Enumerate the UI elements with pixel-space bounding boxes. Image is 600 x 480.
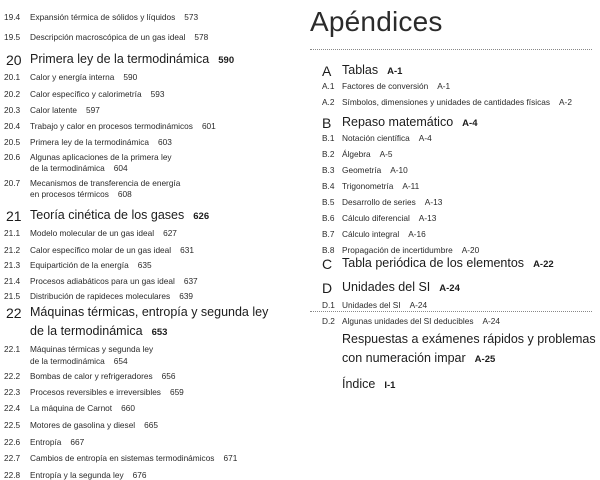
- entry-page-number: A-5: [379, 149, 393, 159]
- entry-page-number: A-10: [390, 165, 408, 175]
- entry-number: 22.8: [4, 470, 21, 480]
- entry-number: B: [322, 115, 332, 131]
- entry-page-number: 653: [151, 327, 168, 338]
- entry-page-number: A-4: [418, 133, 432, 143]
- entry-number: 19.5: [4, 32, 21, 42]
- entry-title: Máquinas térmicas, entropía y segunda ley: [30, 305, 269, 319]
- entry-number: 20.4: [4, 121, 21, 131]
- entry-title: Índice: [342, 377, 376, 391]
- entry-title: Equipartición de la energía: [30, 260, 129, 270]
- entry-number: B.2: [322, 149, 335, 159]
- entry-title: Repaso matemático: [342, 115, 454, 129]
- entry-page-number: A-25: [474, 354, 496, 365]
- entry-page-number: 627: [163, 228, 177, 238]
- entry-page-number: 573: [184, 12, 199, 22]
- entry-title: Álgebra: [342, 149, 371, 159]
- entry-title: Algunas aplicaciones de la primera ley: [30, 152, 172, 162]
- entry-number: B.4: [322, 181, 335, 191]
- entry-page-number: A-20: [461, 245, 480, 255]
- entry-title: Factores de conversión: [342, 81, 429, 91]
- entry-number: 22.5: [4, 420, 21, 430]
- appendices-title: Apéndices: [310, 6, 443, 37]
- entry-title: de la termodinámica: [30, 163, 105, 173]
- entry-number: B.7: [322, 229, 335, 239]
- entry-title: La máquina de Carnot: [30, 403, 113, 413]
- entry-page-number: 604: [113, 163, 128, 173]
- entry-page-number: 608: [117, 189, 132, 199]
- entry-title: Notación científica: [342, 133, 410, 143]
- entry-title: Modelo molecular de un gas ideal: [30, 228, 155, 238]
- entry-page-number: A-4: [462, 118, 478, 129]
- entry-title: Primera ley de la termodinámica: [30, 137, 149, 147]
- entry-number: 22: [6, 305, 22, 321]
- entry-number: 20.2: [4, 89, 21, 99]
- entry-page-number: A-16: [408, 229, 426, 239]
- entry-title: Distribución de rapideces moleculares: [30, 291, 171, 301]
- entry-number: 20.6: [4, 152, 21, 162]
- entry-number: 20.3: [4, 105, 21, 115]
- entry-page-number: 603: [157, 137, 172, 147]
- entry-title: Procesos adiabáticos para un gas ideal: [30, 276, 175, 286]
- entry-title: Entropía y la segunda ley: [30, 470, 124, 480]
- entry-page-number: A-13: [424, 197, 443, 207]
- entry-number: 20.5: [4, 137, 21, 147]
- entry-page-number: A-22: [533, 259, 554, 270]
- entry-page-number: A-24: [409, 300, 428, 310]
- entry-number: C: [322, 256, 333, 272]
- entry-page-number: 590: [218, 55, 235, 66]
- entry-number: 21.5: [4, 291, 21, 301]
- entry-title: Propagación de incertidumbre: [342, 245, 453, 255]
- entry-page-number: 597: [86, 105, 100, 115]
- entry-page-number: 676: [132, 470, 147, 480]
- entry-title: de la termodinámica: [30, 324, 143, 338]
- entry-title: Calor y energía interna: [30, 72, 115, 82]
- entry-title: Mecanismos de transferencia de energía: [30, 178, 181, 188]
- entry-page-number: A-24: [439, 283, 460, 294]
- entry-number: 20.7: [4, 178, 21, 188]
- entry-page-number: 659: [169, 387, 184, 397]
- section-divider: [310, 311, 592, 312]
- entry-page-number: A-13: [418, 213, 437, 223]
- entry-title: Tabla periódica de los elementos: [342, 256, 525, 270]
- entry-title: Unidades del SI: [342, 300, 401, 310]
- entry-title: Símbolos, dimensiones y unidades de cantidades físicas: [342, 97, 551, 107]
- entry-title: Desarrollo de series: [342, 197, 416, 207]
- entry-title: Primera ley de la termodinámica: [30, 52, 210, 66]
- entry-page-number: A-11: [402, 181, 420, 191]
- entry-title: en procesos térmicos: [30, 189, 109, 199]
- entry-title: Unidades del SI: [342, 280, 431, 294]
- entry-number: 21.1: [4, 228, 21, 238]
- title-divider: [310, 49, 592, 50]
- entry-page-number: A-24: [482, 316, 500, 326]
- entry-page-number: 656: [161, 371, 176, 381]
- entry-number: B.3: [322, 165, 335, 175]
- entry-number: D.2: [322, 316, 335, 326]
- entry-title: Teoría cinética de los gases: [30, 208, 185, 222]
- entry-page-number: 665: [144, 420, 158, 430]
- entry-number: B.6: [322, 213, 335, 223]
- entry-page-number: 671: [223, 453, 238, 463]
- entry-title: Entropía: [30, 437, 62, 447]
- entry-title: Máquinas térmicas y segunda ley: [30, 344, 154, 354]
- entry-number: 22.2: [4, 371, 21, 381]
- entry-page-number: 626: [193, 211, 210, 222]
- entry-number: B.5: [322, 197, 335, 207]
- entry-page-number: 660: [121, 403, 135, 413]
- entry-number: 21.3: [4, 260, 21, 270]
- entry-title: Cambios de entropía en sistemas termodinámicos: [30, 453, 215, 463]
- entry-number: 22.3: [4, 387, 21, 397]
- entry-title: Cálculo diferencial: [342, 213, 410, 223]
- entry-title: con numeración impar: [342, 351, 466, 365]
- entry-number: D: [322, 280, 333, 296]
- entry-page-number: 654: [113, 356, 128, 366]
- entry-page-number: 631: [180, 245, 194, 255]
- entry-number: A.1: [322, 81, 335, 91]
- entry-title: Cálculo integral: [342, 229, 400, 239]
- entry-title: de la termodinámica: [30, 356, 105, 366]
- entry-page-number: I-1: [384, 380, 396, 391]
- entry-title: Procesos reversibles e irreversibles: [30, 387, 161, 397]
- entry-number: 22.7: [4, 453, 21, 463]
- entry-title: Tablas: [342, 63, 379, 77]
- entry-number: D.1: [322, 300, 335, 310]
- entry-page-number: 593: [150, 89, 165, 99]
- entry-number: A: [322, 63, 332, 79]
- entry-title: Calor latente: [30, 105, 78, 115]
- entry-number: 19.4: [4, 12, 21, 22]
- entry-number: B.8: [322, 245, 335, 255]
- entry-title: Expansión térmica de sólidos y líquidos: [30, 12, 176, 22]
- entry-title: Trigonometría: [342, 181, 394, 191]
- entry-number: 22.6: [4, 437, 21, 447]
- entry-title: Calor específico y calorimetría: [30, 89, 142, 99]
- entry-title: Trabajo y calor en procesos termodinámicos: [30, 121, 193, 131]
- entry-number: 21.4: [4, 276, 21, 286]
- entry-page-number: A-1: [387, 66, 403, 77]
- entry-number: 22.4: [4, 403, 21, 413]
- entry-title: Algunas unidades del SI deducibles: [342, 316, 474, 326]
- entry-page-number: A-2: [559, 97, 572, 107]
- entry-number: B.1: [322, 133, 335, 143]
- entry-title: Respuestas a exámenes rápidos y problemas: [342, 332, 596, 346]
- entry-page-number: 637: [183, 276, 198, 286]
- entry-number: 20.1: [4, 72, 21, 82]
- entry-number: 21.2: [4, 245, 21, 255]
- entry-number: 21: [6, 208, 22, 224]
- entry-page-number: A-1: [437, 81, 451, 91]
- entry-title: Bombas de calor y refrigeradores: [30, 371, 153, 381]
- entry-page-number: 590: [123, 72, 138, 82]
- entry-number: 20: [6, 52, 22, 68]
- entry-number: 22.1: [4, 344, 21, 354]
- entry-number: A.2: [322, 97, 335, 107]
- entry-page-number: 667: [70, 437, 85, 447]
- entry-page-number: 601: [201, 121, 216, 131]
- entry-title: Calor específico molar de un gas ideal: [30, 245, 172, 255]
- entry-title: Descripción macroscópica de un gas ideal: [30, 32, 186, 42]
- entry-page-number: 639: [179, 291, 194, 301]
- entry-page-number: 635: [137, 260, 152, 270]
- entry-page-number: 578: [194, 32, 209, 42]
- entry-title: Geometría: [342, 165, 382, 175]
- entry-title: Motores de gasolina y diesel: [30, 420, 136, 430]
